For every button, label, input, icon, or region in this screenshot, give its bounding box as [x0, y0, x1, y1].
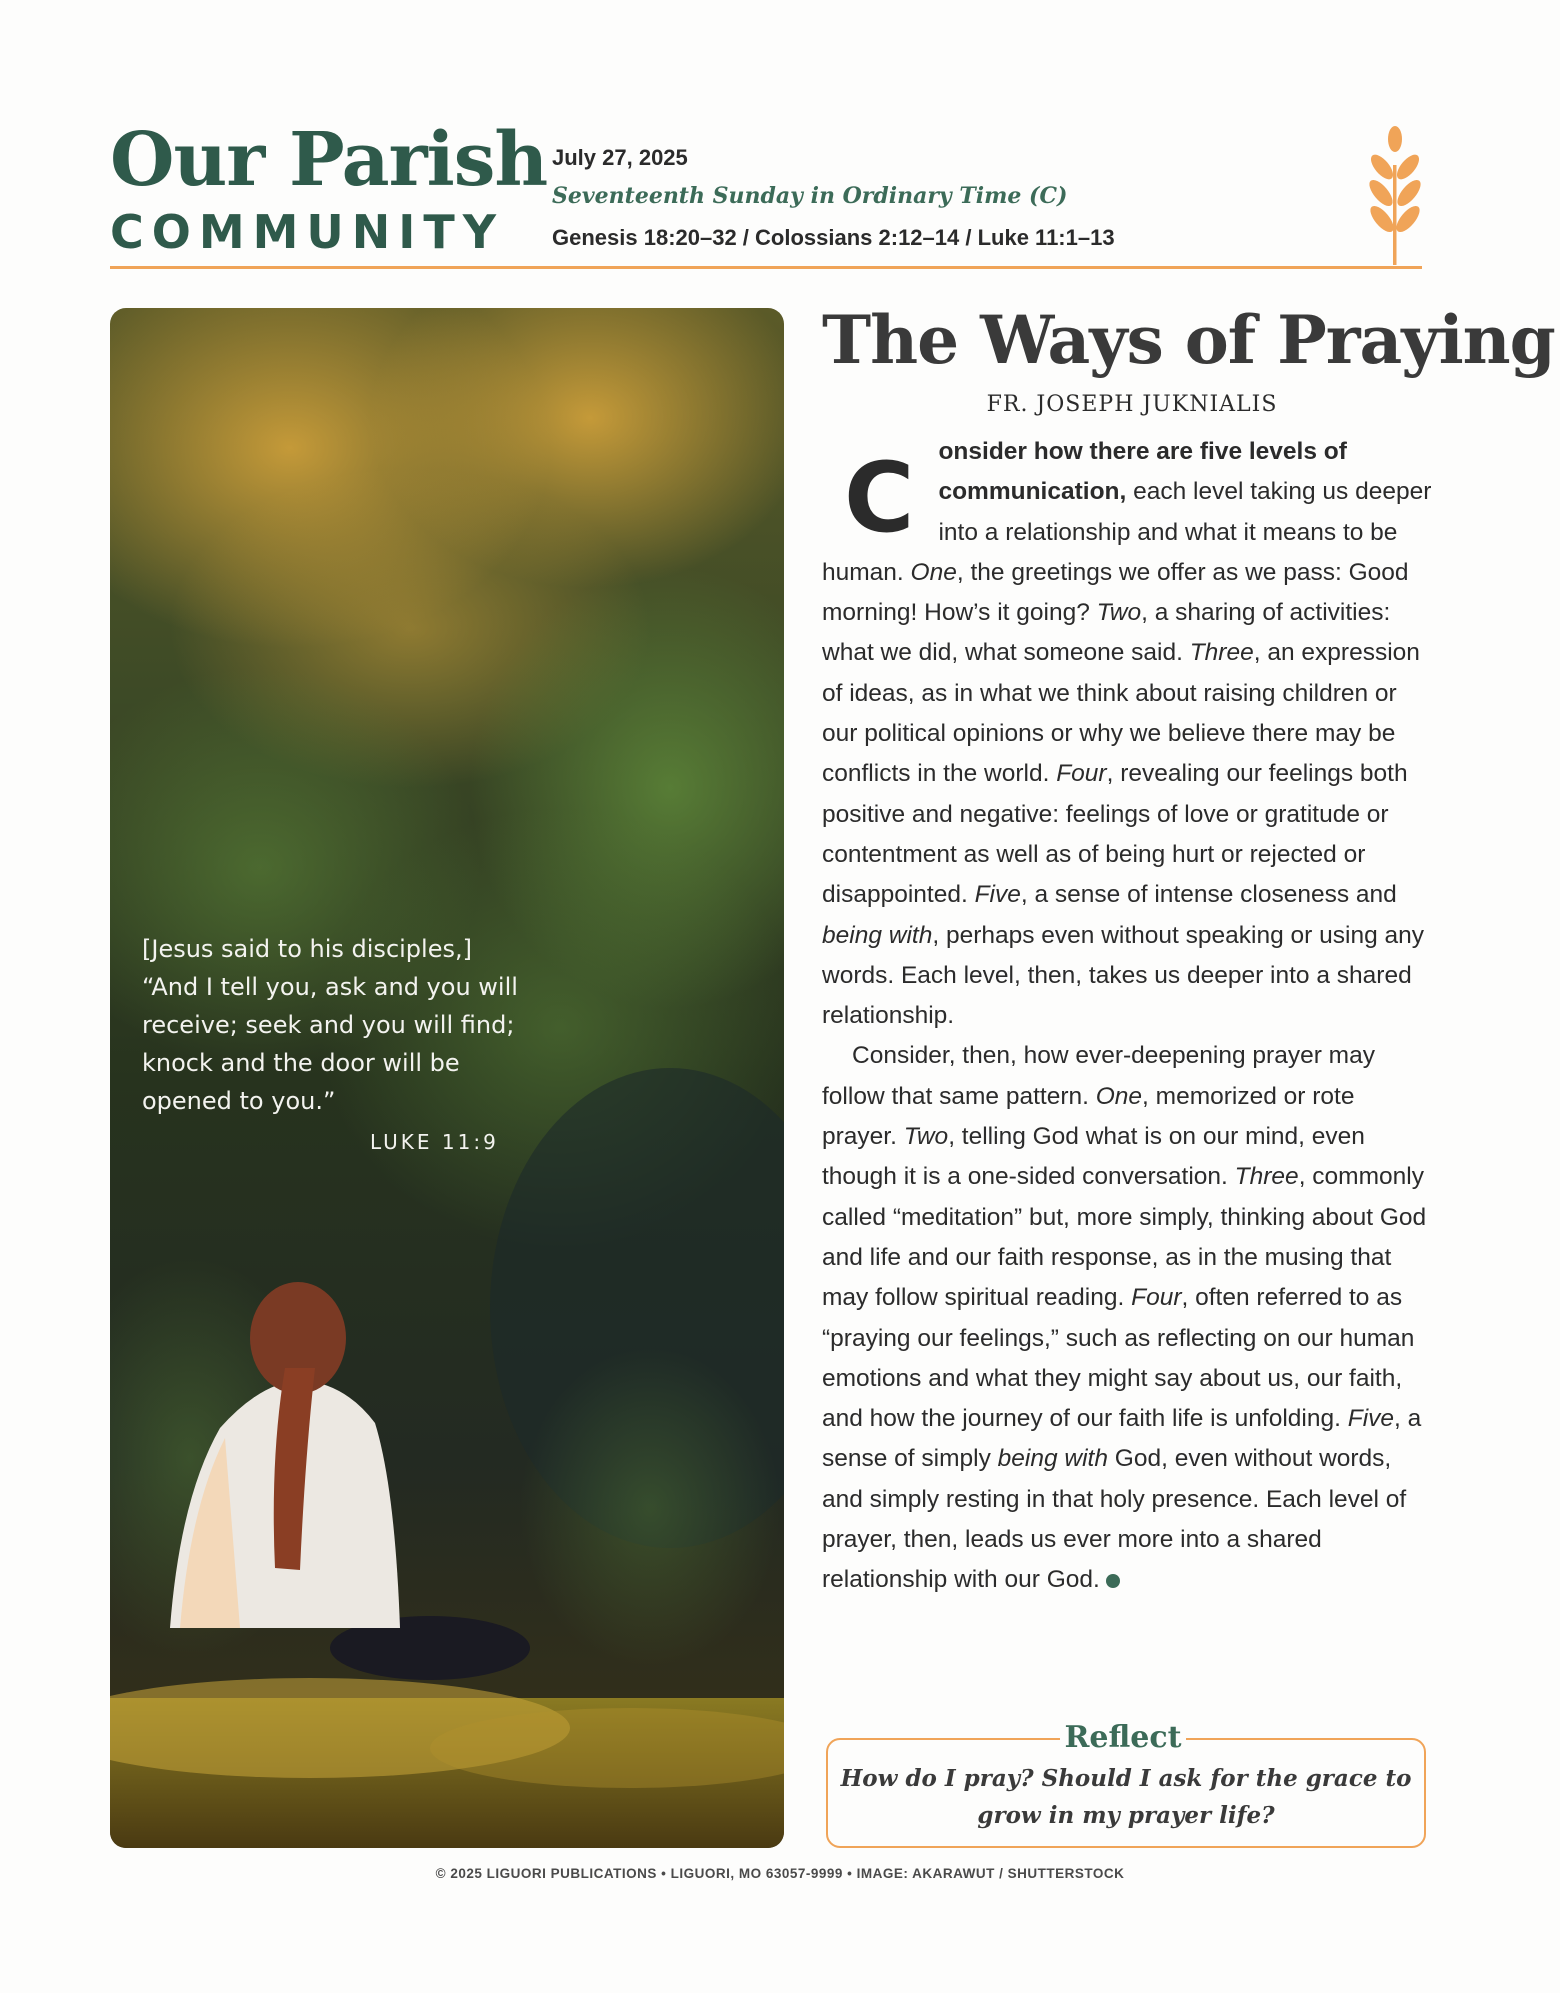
text-run: , revealing our feelings both positive and negative: feelings of love or gratitude or contentment as well as of being hurt or rejected or disappointed. [822, 760, 1408, 909]
text-run: , telling God what is on our mind, even though it is a one-sided conversation. [822, 1123, 1365, 1191]
reflect-label: Reflect [1060, 1718, 1186, 1758]
text-run: , the greetings we offer as we pass: Good morning! How’s it going? [822, 558, 1409, 627]
article-title: The Ways of Praying [822, 301, 1555, 379]
wheat-icon [1360, 125, 1430, 265]
text-run: God, even without words, and simply resting in that holy presence. Each level of prayer, then, leads us ever more into a shared relationship with our God. [822, 1445, 1407, 1594]
emphasis: Three [1189, 639, 1254, 667]
masthead-title-line1: Our Parish [110, 117, 548, 203]
masthead-title-line2: COMMUNITY [110, 205, 505, 259]
emphasis: Three [1234, 1163, 1299, 1191]
masthead-title [110, 117, 548, 259]
text-run: , a sense of intense closeness and [1020, 881, 1397, 909]
end-mark-icon [1106, 1574, 1120, 1588]
lead-in: onsider how there are five levels of communication, [938, 438, 1347, 506]
text-run: , a sense of simply [822, 1405, 1422, 1473]
text-run: , perhaps even without speaking or using any words. Each level, then, takes us deeper into a shared relationship. [822, 921, 1425, 1030]
emphasis: Two [903, 1123, 949, 1151]
issue-date: July 27, 2025 [552, 145, 688, 170]
emphasis: One [910, 558, 957, 586]
paragraph-2 [822, 1036, 1432, 1600]
masthead-divider [110, 266, 1422, 269]
reflect-question: How do I pray? Should I ask for the grace to grow in my prayer life? [840, 1765, 1412, 1829]
article-byline: FR. JOSEPH JUKNIALIS [986, 392, 1278, 417]
scripture-quote: [Jesus said to his disciples,] “And I tell you, ask and you will receive; seek and you will find; knock and the door will be opened to you.” [142, 935, 518, 1115]
emphasis: being with [822, 921, 933, 949]
emphasis: Five [1347, 1405, 1395, 1433]
text-run: each level taking us deeper into a relationship and what it means to be human. [822, 478, 1432, 586]
text-run: , a sharing of activities: what we did, what someone said. [822, 599, 1391, 667]
liturgical-sunday: Seventeenth Sunday in Ordinary Time (C) [552, 183, 1068, 209]
text-run: , commonly called “meditation” but, more simply, thinking about God and life and our faith response, as in the musing that may follow spiritual reading. [822, 1163, 1427, 1312]
emphasis: Four [1131, 1284, 1182, 1312]
emphasis: Four [1056, 760, 1107, 788]
emphasis: Two [1096, 599, 1142, 627]
readings: Genesis 18:20–32 / Colossians 2:12–14 / Luke 11:1–13 [552, 225, 1115, 250]
emphasis: being with [997, 1445, 1108, 1473]
emphasis: Five [974, 881, 1021, 909]
text-run: Consider, then, how ever-deepening prayer may follow that same pattern. [822, 1042, 1375, 1110]
emphasis: One [1095, 1082, 1143, 1110]
masthead-info [552, 142, 1252, 258]
text-run: , an expression of ideas, as in what we think about raising children or our political opinions or why we believe there may be conflicts in the world. [822, 639, 1420, 788]
text-run: , often referred to as “praying our feelings,” such as reflecting on our human emotions and what they might say about us, our faith, and how the journey of our faith life is unfolding. [822, 1284, 1415, 1433]
drop-cap: C [844, 442, 915, 554]
paragraph-1 [822, 432, 1432, 1036]
cover-photo [110, 308, 784, 1848]
article-body [822, 432, 1432, 1601]
text-run: , memorized or rote prayer. [822, 1082, 1355, 1151]
scripture-reference: LUKE 11:9 [370, 1130, 499, 1154]
footer-credit: © 2025 LIGUORI PUBLICATIONS • LIGUORI, MO 63057-9999 • IMAGE: AKARAWUT / SHUTTERSTOCK [435, 1866, 1125, 1881]
